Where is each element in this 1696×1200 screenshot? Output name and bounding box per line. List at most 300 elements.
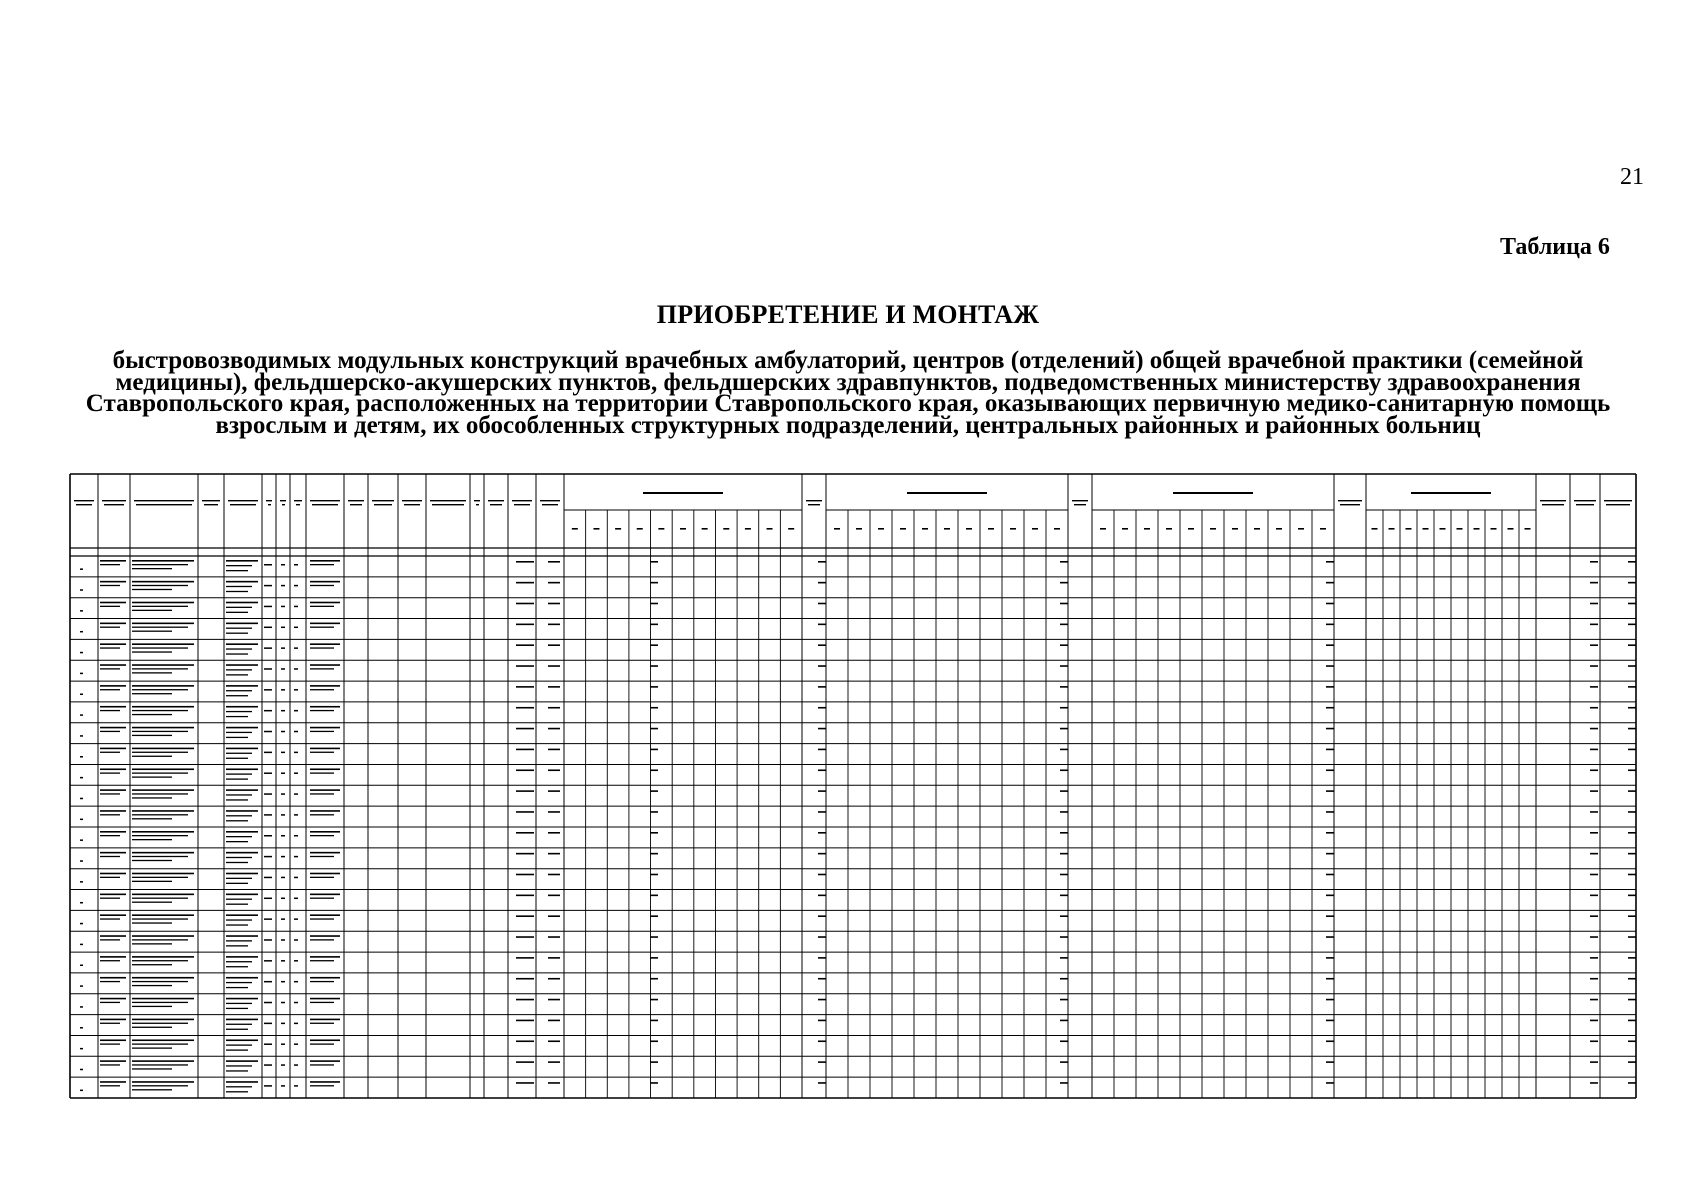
row-number-mark — [80, 568, 83, 570]
row-text-mark — [226, 565, 252, 566]
row-value-mark — [650, 624, 658, 626]
subheader-mark — [572, 528, 578, 530]
row-value-mark — [281, 939, 285, 941]
row-number-mark — [80, 631, 83, 633]
row-value-mark — [516, 853, 534, 855]
row-value-mark — [264, 960, 272, 962]
row-value-mark — [516, 728, 534, 730]
row-value-mark — [548, 978, 560, 980]
row-text-mark — [310, 706, 340, 708]
row-value-mark — [548, 936, 560, 938]
header-cell-mark — [1072, 500, 1088, 501]
row-text-mark — [132, 810, 194, 812]
subheader-mark — [1100, 528, 1106, 530]
row-text-mark — [310, 581, 340, 583]
row-value-mark — [516, 1020, 534, 1022]
row-value-mark — [281, 647, 285, 649]
row-value-mark — [1628, 624, 1636, 626]
row-text-mark — [132, 627, 188, 628]
row-text-mark — [226, 669, 252, 670]
row-text-mark — [226, 940, 252, 941]
row-value-mark — [650, 936, 658, 938]
row-text-mark — [132, 710, 188, 711]
row-number-mark — [80, 819, 83, 821]
header-cell-mark — [228, 500, 258, 501]
row-value-mark — [1628, 582, 1636, 584]
row-text-mark — [310, 560, 340, 562]
subheader-mark — [1525, 528, 1531, 530]
row-value-mark — [516, 999, 534, 1001]
row-text-mark — [310, 1064, 334, 1065]
row-value-mark — [1590, 999, 1598, 1001]
row-value-mark — [1060, 915, 1068, 917]
row-text-mark — [100, 939, 120, 940]
row-text-mark — [310, 727, 340, 729]
row-value-mark — [516, 832, 534, 834]
subheader-mark — [658, 528, 664, 530]
row-value-mark — [1326, 749, 1334, 751]
row-text-mark — [310, 894, 340, 896]
header-cell-mark — [432, 504, 464, 505]
row-value-mark — [548, 790, 560, 792]
row-text-mark — [132, 672, 172, 673]
row-value-mark — [264, 1043, 272, 1045]
row-text-mark — [100, 1085, 120, 1086]
row-text-mark — [132, 856, 188, 857]
row-value-mark — [818, 707, 826, 709]
row-value-mark — [1060, 1020, 1068, 1022]
header-cell-mark — [476, 504, 479, 505]
row-text-mark — [132, 568, 172, 569]
row-text-mark — [226, 732, 252, 733]
row-value-mark — [1326, 644, 1334, 646]
row-value-mark — [1628, 603, 1636, 605]
row-text-mark — [132, 914, 194, 916]
row-text-mark — [310, 939, 334, 940]
row-value-mark — [1628, 686, 1636, 688]
row-value-mark — [650, 728, 658, 730]
row-text-mark — [132, 693, 172, 694]
header-cell-mark — [268, 504, 271, 505]
row-value-mark — [294, 585, 298, 587]
header-cell-mark — [202, 500, 220, 501]
header-cell-mark — [350, 504, 362, 505]
row-value-mark — [281, 898, 285, 900]
row-value-mark — [294, 1043, 298, 1045]
row-text-mark — [226, 873, 258, 875]
header-cell-mark — [134, 500, 194, 501]
row-text-mark — [310, 898, 334, 899]
subheader-mark — [1010, 528, 1016, 530]
row-value-mark — [1060, 749, 1068, 751]
row-value-mark — [548, 582, 560, 584]
row-value-mark — [650, 999, 658, 1001]
row-value-mark — [1060, 874, 1068, 876]
header-cell-mark — [1574, 500, 1596, 501]
row-value-mark — [281, 627, 285, 629]
row-text-mark — [100, 602, 126, 604]
row-text-mark — [310, 623, 340, 625]
row-text-mark — [100, 731, 120, 732]
row-value-mark — [818, 832, 826, 834]
row-text-mark — [310, 606, 334, 607]
group-caption-mark — [1173, 492, 1253, 494]
row-value-mark — [1326, 603, 1334, 605]
row-text-mark — [226, 810, 258, 812]
row-value-mark — [264, 1023, 272, 1025]
row-text-mark — [310, 752, 334, 753]
row-value-mark — [264, 564, 272, 566]
row-value-mark — [264, 772, 272, 774]
row-value-mark — [281, 981, 285, 983]
row-text-mark — [100, 585, 120, 586]
row-number-mark — [80, 881, 83, 883]
row-value-mark — [1326, 561, 1334, 563]
row-value-mark — [1326, 707, 1334, 709]
row-text-mark — [310, 1019, 340, 1021]
row-value-mark — [264, 606, 272, 608]
row-value-mark — [1590, 790, 1598, 792]
header-cell-mark — [230, 504, 256, 505]
row-number-mark — [80, 610, 83, 612]
row-text-mark — [132, 589, 172, 590]
row-value-mark — [294, 918, 298, 920]
row-text-mark — [132, 835, 188, 836]
row-text-mark — [226, 1081, 258, 1083]
row-text-mark — [100, 960, 120, 961]
row-text-mark — [310, 685, 340, 687]
row-text-mark — [310, 814, 334, 815]
subheader-mark — [1423, 528, 1429, 530]
row-text-mark — [132, 1027, 172, 1028]
row-text-mark — [226, 602, 258, 604]
row-value-mark — [548, 853, 560, 855]
row-text-mark — [132, 977, 194, 979]
row-value-mark — [516, 769, 534, 771]
header-cell-mark — [74, 500, 94, 501]
row-value-mark — [1590, 1061, 1598, 1063]
row-value-mark — [281, 856, 285, 858]
row-text-mark — [310, 856, 334, 857]
row-value-mark — [1326, 686, 1334, 688]
header-cell-mark — [1340, 504, 1360, 505]
document-subtitle: быстровозводимых модульных конструкций врачебных амбулаторий, центров (отделений) общей врачебной практики (семейной медицины), фельдшерско-акушерских пунктов, фельдшерских здравпунктов, подведомственных министерству здравоохранения Ставропольского края, расположенных на территории Ставропольского края, оказывающих первичную медико-санитарную помощь взрослым и детям, их обособленных структурных подразделений, центральных районных и районных больниц — [85, 347, 1611, 439]
row-value-mark — [516, 707, 534, 709]
row-text-mark — [226, 633, 248, 634]
row-value-mark — [1628, 769, 1636, 771]
row-value-mark — [818, 769, 826, 771]
header-cell-mark — [542, 504, 558, 505]
header-cell-mark — [294, 500, 302, 501]
row-text-mark — [310, 956, 340, 958]
row-text-mark — [100, 877, 120, 878]
header-cell-mark — [280, 500, 286, 501]
row-value-mark — [1326, 853, 1334, 855]
row-text-mark — [226, 977, 258, 979]
row-text-mark — [100, 581, 126, 583]
row-value-mark — [1326, 1061, 1334, 1063]
row-value-mark — [281, 710, 285, 712]
row-value-mark — [1326, 915, 1334, 917]
row-text-mark — [100, 1039, 126, 1041]
row-value-mark — [818, 790, 826, 792]
row-value-mark — [1326, 957, 1334, 959]
row-text-mark — [100, 706, 126, 708]
row-text-mark — [132, 731, 188, 732]
row-value-mark — [1326, 624, 1334, 626]
row-value-mark — [516, 561, 534, 563]
row-text-mark — [226, 1060, 258, 1062]
row-value-mark — [1326, 582, 1334, 584]
row-value-mark — [516, 1082, 534, 1084]
row-value-mark — [548, 769, 560, 771]
row-value-mark — [294, 814, 298, 816]
row-value-mark — [1628, 749, 1636, 751]
row-value-mark — [1060, 624, 1068, 626]
row-text-mark — [132, 651, 172, 652]
row-text-mark — [100, 918, 120, 919]
row-value-mark — [1326, 874, 1334, 876]
row-value-mark — [818, 936, 826, 938]
row-value-mark — [650, 707, 658, 709]
row-value-mark — [1060, 999, 1068, 1001]
row-value-mark — [1628, 853, 1636, 855]
row-value-mark — [818, 874, 826, 876]
row-text-mark — [226, 695, 248, 696]
row-value-mark — [264, 689, 272, 691]
row-text-mark — [226, 956, 258, 958]
row-text-mark — [226, 753, 252, 754]
row-text-mark — [132, 564, 188, 565]
row-value-mark — [650, 644, 658, 646]
row-value-mark — [650, 853, 658, 855]
row-text-mark — [310, 835, 334, 836]
row-text-mark — [226, 945, 248, 946]
header-cell-mark — [474, 500, 480, 501]
row-value-mark — [1590, 874, 1598, 876]
row-text-mark — [226, 581, 258, 583]
row-value-mark — [294, 1064, 298, 1066]
row-text-mark — [132, 610, 172, 611]
row-text-mark — [310, 772, 334, 773]
row-text-mark — [100, 852, 126, 854]
row-value-mark — [818, 686, 826, 688]
row-value-mark — [818, 978, 826, 980]
row-value-mark — [548, 1061, 560, 1063]
row-number-mark — [80, 756, 83, 758]
row-value-mark — [818, 603, 826, 605]
row-text-mark — [226, 773, 252, 774]
row-text-mark — [132, 748, 194, 750]
row-text-mark — [310, 873, 340, 875]
row-text-mark — [310, 585, 334, 586]
subheader-mark — [1276, 528, 1282, 530]
row-text-mark — [132, 1081, 194, 1083]
row-text-mark — [310, 768, 340, 770]
row-value-mark — [548, 832, 560, 834]
row-text-mark — [100, 768, 126, 770]
row-value-mark — [516, 644, 534, 646]
row-value-mark — [1590, 853, 1598, 855]
row-text-mark — [132, 939, 188, 940]
header-cell-mark — [76, 504, 92, 505]
row-value-mark — [548, 749, 560, 751]
subheader-mark — [723, 528, 729, 530]
row-value-mark — [818, 1061, 826, 1063]
table-label: Таблица 6 — [1500, 234, 1610, 260]
row-text-mark — [100, 1002, 120, 1003]
row-text-mark — [226, 1008, 248, 1009]
row-text-mark — [226, 607, 252, 608]
row-value-mark — [650, 665, 658, 667]
row-value-mark — [650, 790, 658, 792]
row-value-mark — [818, 853, 826, 855]
row-value-mark — [1326, 936, 1334, 938]
row-value-mark — [516, 624, 534, 626]
row-value-mark — [1326, 1040, 1334, 1042]
row-value-mark — [264, 585, 272, 587]
row-text-mark — [132, 560, 194, 562]
row-value-mark — [1590, 978, 1598, 980]
header-cell-mark — [540, 500, 560, 501]
row-text-mark — [100, 752, 120, 753]
row-text-mark — [132, 1060, 194, 1062]
row-value-mark — [281, 585, 285, 587]
row-value-mark — [516, 749, 534, 751]
row-value-mark — [1060, 832, 1068, 834]
row-text-mark — [226, 1029, 248, 1030]
row-number-mark — [80, 777, 83, 779]
row-text-mark — [310, 710, 334, 711]
row-text-mark — [100, 814, 120, 815]
row-text-mark — [132, 814, 188, 815]
row-text-mark — [310, 918, 334, 919]
row-number-mark — [80, 714, 83, 716]
row-value-mark — [516, 790, 534, 792]
row-value-mark — [548, 603, 560, 605]
row-value-mark — [264, 668, 272, 670]
row-text-mark — [310, 602, 340, 604]
row-text-mark — [226, 711, 252, 712]
row-text-mark — [132, 956, 194, 958]
row-text-mark — [310, 998, 340, 1000]
row-text-mark — [100, 789, 126, 791]
subheader-mark — [1406, 528, 1412, 530]
row-value-mark — [1590, 665, 1598, 667]
subheader-mark — [856, 528, 862, 530]
row-text-mark — [310, 852, 340, 854]
row-text-mark — [226, 924, 248, 925]
row-value-mark — [650, 811, 658, 813]
row-value-mark — [294, 668, 298, 670]
row-text-mark — [132, 898, 188, 899]
row-text-mark — [132, 894, 194, 896]
row-text-mark — [226, 1091, 248, 1092]
row-text-mark — [226, 815, 252, 816]
subheader-mark — [922, 528, 928, 530]
row-text-mark — [132, 735, 172, 736]
row-value-mark — [1060, 957, 1068, 959]
row-text-mark — [226, 586, 252, 587]
document-title: ПРИОБРЕТЕНИЕ И МОНТАЖ — [656, 300, 1040, 329]
group-caption-mark — [1411, 492, 1491, 494]
row-text-mark — [226, 727, 258, 729]
subheader-mark — [680, 528, 686, 530]
row-text-mark — [226, 1039, 258, 1041]
row-value-mark — [516, 582, 534, 584]
subheader-mark — [988, 528, 994, 530]
row-value-mark — [1590, 936, 1598, 938]
row-value-mark — [281, 1002, 285, 1004]
row-value-mark — [1590, 749, 1598, 751]
row-text-mark — [132, 1019, 194, 1021]
row-text-mark — [132, 902, 172, 903]
row-text-mark — [132, 714, 172, 715]
row-text-mark — [226, 674, 248, 675]
row-text-mark — [132, 752, 188, 753]
row-text-mark — [310, 664, 340, 666]
row-number-mark — [80, 902, 83, 904]
subheader-mark — [615, 528, 621, 530]
row-value-mark — [818, 811, 826, 813]
row-value-mark — [516, 957, 534, 959]
row-text-mark — [226, 1003, 252, 1004]
row-value-mark — [294, 898, 298, 900]
row-text-mark — [226, 831, 258, 833]
row-text-mark — [132, 664, 194, 666]
subheader-mark — [593, 528, 599, 530]
row-value-mark — [294, 981, 298, 983]
row-text-mark — [100, 1064, 120, 1065]
header-cell-mark — [204, 504, 218, 505]
row-text-mark — [100, 831, 126, 833]
row-text-mark — [100, 914, 126, 916]
row-text-mark — [226, 685, 258, 687]
subheader-mark — [1122, 528, 1128, 530]
row-value-mark — [264, 731, 272, 733]
row-text-mark — [226, 664, 258, 666]
subheader-mark — [767, 528, 773, 530]
row-text-mark — [226, 1019, 258, 1021]
row-text-mark — [226, 966, 248, 967]
row-number-mark — [80, 1027, 83, 1029]
row-value-mark — [818, 728, 826, 730]
row-value-mark — [516, 1040, 534, 1042]
row-text-mark — [132, 1043, 188, 1044]
subheader-mark — [878, 528, 884, 530]
row-value-mark — [281, 752, 285, 754]
row-value-mark — [294, 710, 298, 712]
row-value-mark — [281, 877, 285, 879]
subheader-mark — [900, 528, 906, 530]
row-number-mark — [80, 1090, 83, 1092]
row-value-mark — [281, 1064, 285, 1066]
row-text-mark — [132, 873, 194, 875]
row-text-mark — [226, 748, 258, 750]
header-cell-mark — [136, 504, 192, 505]
row-value-mark — [1060, 1082, 1068, 1084]
row-text-mark — [226, 570, 248, 571]
row-text-mark — [100, 873, 126, 875]
row-text-mark — [132, 981, 188, 982]
row-value-mark — [1628, 957, 1636, 959]
row-value-mark — [650, 978, 658, 980]
row-value-mark — [281, 689, 285, 691]
row-text-mark — [100, 606, 120, 607]
row-value-mark — [650, 915, 658, 917]
row-value-mark — [818, 561, 826, 563]
row-text-mark — [132, 585, 188, 586]
